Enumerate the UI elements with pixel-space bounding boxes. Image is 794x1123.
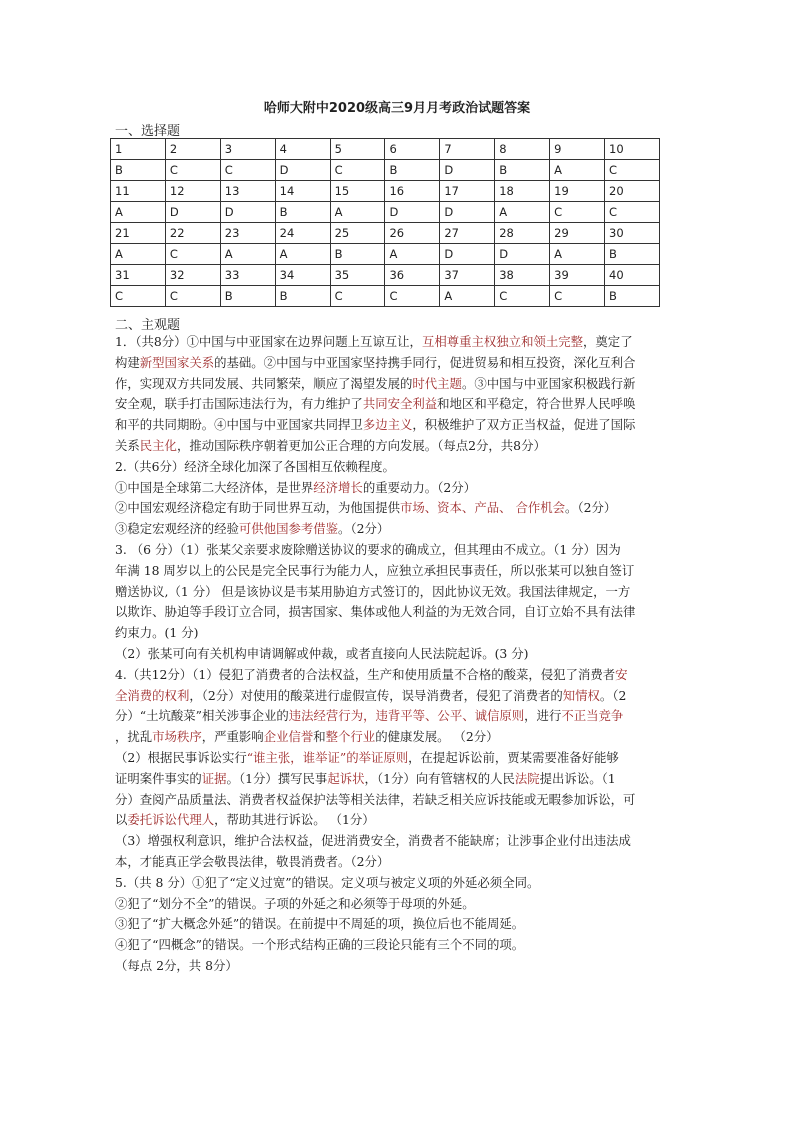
table-cell: D	[220, 202, 275, 223]
table-cell: 20	[605, 181, 660, 202]
text-line	[115, 332, 701, 353]
table-cell: 11	[111, 181, 166, 202]
answer-text: ，积极维护了双方正当权益，促进了国际	[412, 417, 636, 433]
answer-text: 。（2分）	[338, 521, 390, 537]
key-point-text: 企业信誉	[263, 729, 314, 745]
table-cell: 15	[330, 181, 385, 202]
answer-text: ，严重影响	[201, 729, 264, 745]
answer-text: ①中国是全球第二大经济体，是世界	[115, 479, 314, 495]
key-point-text: 违法经营行为，违背平等、公平、诚信原则	[288, 708, 525, 724]
text-line	[115, 602, 701, 623]
key-point-text: 新型国家关系	[139, 354, 215, 370]
table-cell: 17	[440, 181, 495, 202]
table-cell: C	[495, 286, 550, 307]
text-line	[115, 935, 701, 956]
answer-text: 分）查阅产品质量法、消费者权益保护法等相关法律，若缺乏相关应诉技能或无暇参加诉讼，可	[115, 791, 636, 807]
text-line	[115, 644, 701, 665]
table-cell: 39	[550, 265, 605, 286]
table-cell: A	[111, 202, 166, 223]
answer-text: ，在提起诉讼前，贾某需要准备好能够	[408, 749, 619, 765]
table-cell: 16	[385, 181, 440, 202]
table-row	[111, 223, 660, 244]
answer-text: ，推动国际秩序朝着更加公正合理的方向发展。（每点2分，共8分）	[176, 437, 546, 453]
table-row	[111, 286, 660, 307]
key-point-text: 可供他国参考借鉴	[238, 521, 339, 537]
text-line	[115, 582, 701, 603]
table-cell: 13	[220, 181, 275, 202]
table-cell: C	[550, 286, 605, 307]
table-cell: 5	[330, 139, 385, 160]
answer-text: 。（2分）	[565, 500, 617, 516]
answer-table	[110, 138, 660, 307]
text-line	[115, 374, 701, 395]
table-cell: 37	[440, 265, 495, 286]
key-point-text: 委托诉讼代理人	[127, 812, 215, 828]
answer-text: 提出诉讼。（1	[539, 770, 616, 786]
text-line	[115, 686, 701, 707]
table-cell: D	[440, 202, 495, 223]
text-line	[115, 727, 701, 748]
key-point-text: 全消费的权利	[115, 687, 190, 703]
answer-text: 和	[313, 729, 326, 745]
table-cell: A	[440, 286, 495, 307]
key-point-text: 互相尊重主权独立和领土完整	[421, 334, 584, 349]
answer-text: ，奠定了	[583, 334, 633, 349]
table-cell: 29	[550, 223, 605, 244]
table-cell: 2	[165, 139, 220, 160]
table-cell: A	[111, 244, 166, 265]
answer-body	[115, 332, 701, 977]
table-cell: B	[385, 160, 440, 181]
text-line	[115, 623, 701, 644]
table-cell: 32	[165, 265, 220, 286]
table-cell: A	[495, 202, 550, 223]
key-point-text: “谁主张，谁举证”的举证原则	[246, 749, 409, 765]
text-line	[115, 665, 701, 686]
answer-text: ，（2分）对使用的酸菜进行虚假宣传，误导消费者，侵犯了消费者的	[189, 687, 563, 703]
answer-text: 以	[115, 812, 128, 828]
table-cell: B	[275, 202, 330, 223]
table-cell: C	[165, 160, 220, 181]
text-line	[115, 353, 701, 374]
table-cell: 19	[550, 181, 605, 202]
key-point-text: 整个行业	[325, 729, 376, 745]
table-cell: 40	[605, 265, 660, 286]
key-point-text: 市场秩序	[152, 729, 202, 745]
answer-text: 1．（共8分）①中国与中亚国家在边界问题上互谅互让，	[115, 334, 422, 349]
answer-text: 作，实现双方共同发展、共同繁荣，顺应了渴望发展的	[115, 375, 413, 391]
table-cell: D	[385, 202, 440, 223]
key-point-text: 安	[615, 666, 628, 682]
key-point-text: 共同安全利益	[362, 396, 438, 412]
answer-text: （2）根据民事诉讼实行	[115, 749, 247, 765]
text-line	[115, 831, 701, 852]
table-cell: B	[605, 286, 660, 307]
text-line	[115, 519, 701, 540]
table-cell: 34	[275, 265, 330, 286]
key-point-text: 时代主题	[412, 375, 462, 391]
answer-text: （3）增强权利意识，维护合法权益，促进消费安全，消费者不能缺席；让涉事企业付出违法成	[115, 833, 631, 849]
answer-text: 构建	[115, 354, 140, 370]
table-cell: A	[275, 244, 330, 265]
answer-text: 2.（共6分）经济全球化加深了各国相互依赖程度。	[115, 458, 395, 474]
section-heading-subjective: 二、主观题	[115, 318, 181, 333]
table-row	[111, 181, 660, 202]
table-cell: 3	[220, 139, 275, 160]
answer-text: 关系	[115, 437, 140, 453]
table-cell: 14	[275, 181, 330, 202]
text-line	[115, 852, 701, 873]
text-line	[115, 540, 701, 561]
table-cell: C	[330, 286, 385, 307]
key-point-text: 知情权	[562, 687, 600, 703]
key-point-text: 经济增长	[313, 479, 363, 495]
answer-text: ③犯了“扩大概念外延”的错误。在前提中不周延的项，换位后也不能周延。	[115, 916, 525, 932]
answer-text: 和地区和平稳定，符合世界人民呼唤	[437, 396, 636, 412]
table-cell: C	[111, 286, 166, 307]
table-cell: 23	[220, 223, 275, 244]
text-line	[115, 894, 701, 915]
answer-text: ，扰乱	[115, 729, 153, 745]
table-cell: 28	[495, 223, 550, 244]
table-cell: C	[605, 160, 660, 181]
answer-text: 和平的共同期盼。④中国与中亚国家共同捍卫	[115, 417, 363, 433]
answer-text: ②中国宏观经济稳定有助于同世界互动，为他国提供	[115, 500, 400, 516]
table-cell: 27	[440, 223, 495, 244]
table-cell: 26	[385, 223, 440, 244]
table-row	[111, 265, 660, 286]
table-cell: B	[220, 286, 275, 307]
answer-text: 4.（共12分）（1）侵犯了消费者的合法权益，生产和使用质量不合格的酸菜，侵犯了消费者	[115, 666, 616, 682]
text-line	[115, 914, 701, 935]
table-row	[111, 202, 660, 223]
section-heading-choice: 一、选择题	[115, 124, 181, 139]
table-cell: 38	[495, 265, 550, 286]
answer-text: ④犯了“四概念”的错误。一个形式结构正确的三段论只能有三个不同的项。	[115, 937, 525, 953]
answer-text: 证明案件事实的	[115, 770, 202, 786]
table-cell: A	[550, 244, 605, 265]
table-cell: 35	[330, 265, 385, 286]
answer-text: ，（1分）向有管辖权的人民	[364, 770, 515, 786]
answer-text: 。（1分）撰写民事	[226, 770, 328, 786]
table-cell: A	[385, 244, 440, 265]
table-cell: C	[220, 160, 275, 181]
text-line	[115, 561, 701, 582]
answer-text: 。③中国与中亚国家积极践行新	[461, 375, 636, 391]
answer-text: 以欺诈、胁迫等手段订立合同，损害国家、集体或他人利益的为无效合同，自订立始不具有法律	[115, 604, 636, 620]
key-point-text: 多边主义	[362, 417, 413, 433]
table-cell: D	[275, 160, 330, 181]
page-title: 哈师大附中2020级高三9月月考政治试题答案	[263, 101, 531, 116]
answer-text: 5.（共 8 分）①犯了“定义过宽”的错误。定义项与被定义项的外延必须全同。	[115, 874, 540, 890]
table-cell: D	[440, 160, 495, 181]
text-line	[115, 873, 701, 894]
answer-text: 分）“土坑酸菜”相关涉事企业的	[115, 708, 289, 724]
answer-text: 赠送协议,（1 分） 但是该协议是韦某用胁迫方式签订的，因此协议无效。我国法律规定，一方	[115, 583, 631, 599]
answer-text: ②犯了“划分不全”的错误。子项的外延之和必须等于母项的外延。	[115, 895, 475, 911]
answer-text: 的健康发展。 （2分）	[375, 729, 499, 745]
text-line	[115, 415, 701, 436]
table-cell: C	[330, 160, 385, 181]
key-point-text: 民主化	[139, 437, 177, 453]
text-line	[115, 394, 701, 415]
text-line	[115, 769, 701, 790]
table-cell: C	[385, 286, 440, 307]
answer-text: 本，才能真正学会敬畏法律，敬畏消费者。（2分）	[115, 853, 390, 869]
answer-text: ，帮助其进行诉讼。 （1分）	[214, 812, 375, 828]
table-cell: 12	[165, 181, 220, 202]
table-cell: 25	[330, 223, 385, 244]
table-cell: 9	[550, 139, 605, 160]
table-cell: 33	[220, 265, 275, 286]
answer-text: （2）张某可向有关机构申请调解或仲裁，或者直接向人民法院起诉。(3 分)	[115, 645, 529, 661]
table-cell: C	[165, 244, 220, 265]
table-cell: B	[495, 160, 550, 181]
table-cell: 24	[275, 223, 330, 244]
table-cell: B	[275, 286, 330, 307]
answer-text: 约束力。(1 分)	[115, 625, 199, 641]
answer-text: 3. （6 分）（1）张某父亲要求废除赠送协议的要求的确成立，但其理由不成立。（1 分）因为	[115, 541, 621, 557]
table-cell: A	[330, 202, 385, 223]
answer-text: 的重要动力。（2分）	[362, 479, 477, 495]
text-line	[115, 706, 701, 727]
table-cell: 31	[111, 265, 166, 286]
table-cell: 4	[275, 139, 330, 160]
table-cell: D	[495, 244, 550, 265]
table-cell: 36	[385, 265, 440, 286]
table-row	[111, 160, 660, 181]
text-line	[115, 436, 701, 457]
answer-text: （每点 2分，共 8分）	[115, 957, 238, 973]
key-point-text: 起诉状	[327, 770, 365, 786]
answer-text: 安全观，联手打击国际违法行为，有力维护了	[115, 396, 363, 412]
key-point-text: 证据	[201, 770, 227, 786]
table-cell: 8	[495, 139, 550, 160]
table-row	[111, 244, 660, 265]
key-point-text: 不正当竞争	[561, 708, 624, 724]
key-point-text: 法院	[514, 770, 540, 786]
table-cell: D	[440, 244, 495, 265]
table-cell: 10	[605, 139, 660, 160]
table-cell: 1	[111, 139, 166, 160]
table-cell: B	[605, 244, 660, 265]
key-point-text: 市场、资本、产品、 合作机会	[399, 500, 566, 516]
table-cell: C	[165, 286, 220, 307]
table-cell: B	[330, 244, 385, 265]
answer-text: 。（2	[599, 687, 627, 703]
answer-text: ③稳定宏观经济的经验	[115, 521, 239, 537]
text-line	[115, 748, 701, 769]
table-cell: C	[550, 202, 605, 223]
table-cell: 22	[165, 223, 220, 244]
table-cell: D	[165, 202, 220, 223]
table-cell: B	[111, 160, 166, 181]
text-line	[115, 457, 701, 478]
text-line	[115, 498, 701, 519]
table-cell: C	[605, 202, 660, 223]
text-line	[115, 956, 701, 977]
text-line	[115, 810, 701, 831]
table-cell: A	[550, 160, 605, 181]
table-cell: 7	[440, 139, 495, 160]
table-cell: 6	[385, 139, 440, 160]
answer-text: 的基础。②中国与中亚国家坚持携手同行，促进贸易和相互投资，深化互利合	[214, 354, 636, 370]
text-line	[115, 790, 701, 811]
answer-text: ，进行	[524, 708, 562, 724]
table-cell: 18	[495, 181, 550, 202]
table-cell: 21	[111, 223, 166, 244]
table-cell: A	[220, 244, 275, 265]
answer-text: 年满 18 周岁以上的公民是完全民事行为能力人，应独立承担民事责任，所以张某可以独自签订	[115, 562, 635, 578]
table-cell: 30	[605, 223, 660, 244]
text-line	[115, 478, 701, 499]
table-row	[111, 139, 660, 160]
